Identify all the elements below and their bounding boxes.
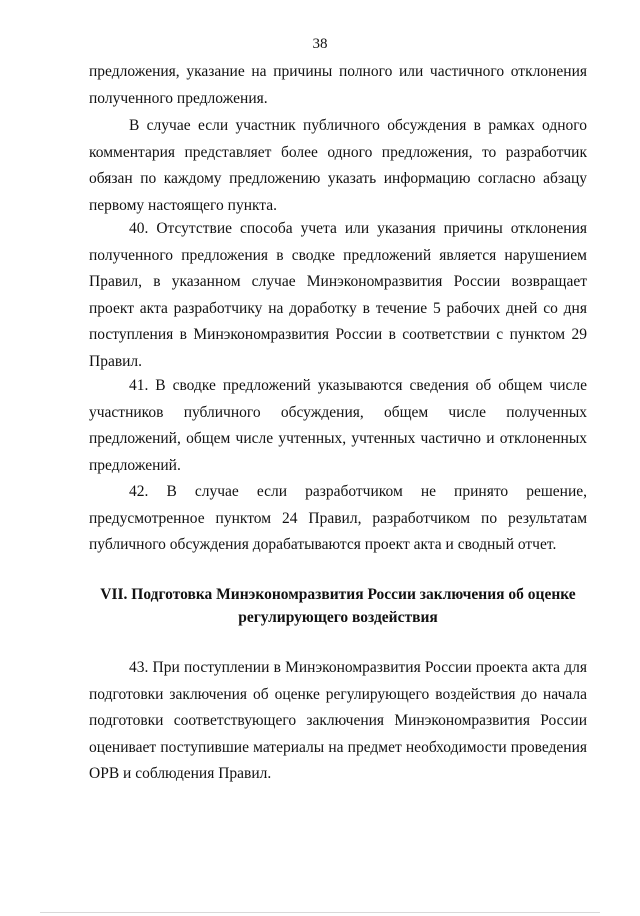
paragraph-item-41: 41. В сводке предложений указываются сведения об общем числе участников публичного обсуждения, общем числе полученных предложений, общем числе учтенных, учтенных частично и отклоненных предложений.: [89, 377, 587, 474]
section-heading-vii: VII. Подготовка Минэкономразвития России заключения об оценке регулирующего воздействия: [100, 586, 576, 626]
paragraph-item-43: 43. При поступлении в Минэкономразвития России проекта акта для подготовки заключения об оценке регулирующего воздействия до начала подготовки соответствующего заключения Минэкономразвития России оценивает поступившие материалы на предмет необходимости проведения ОРВ и соблюдения Правил.: [89, 659, 587, 782]
paragraph-item-40: 40. Отсутствие способа учета или указания причины отклонения полученного предложения в сводке предложений является нарушением Правил, в указанном случае Минэкономразвития России возвращает проект акта разработчику на доработку в течение 5 рабочих дней со дня поступления в Минэкономразвития России в соответствии с пунктом 29 Правил.: [89, 220, 587, 370]
paragraph-multiple-proposals: В случае если участник публичного обсуждения в рамках одного комментария представляет более одного предложения, то разработчик обязан по каждому предложению указать информацию согласно абзацу первому настоящего пункта.: [89, 117, 587, 214]
paragraph-continuation: предложения, указание на причины полного или частичного отклонения полученного предложения.: [89, 63, 587, 107]
paragraph-item-42: 42. В случае если разработчиком не принято решение, предусмотренное пунктом 24 Правил, разработчиком по результатам публичного обсуждения дорабатываются проект акта и сводный отчет.: [89, 483, 587, 553]
page-number: 38: [312, 36, 328, 52]
scan-edge-line: [40, 912, 600, 913]
